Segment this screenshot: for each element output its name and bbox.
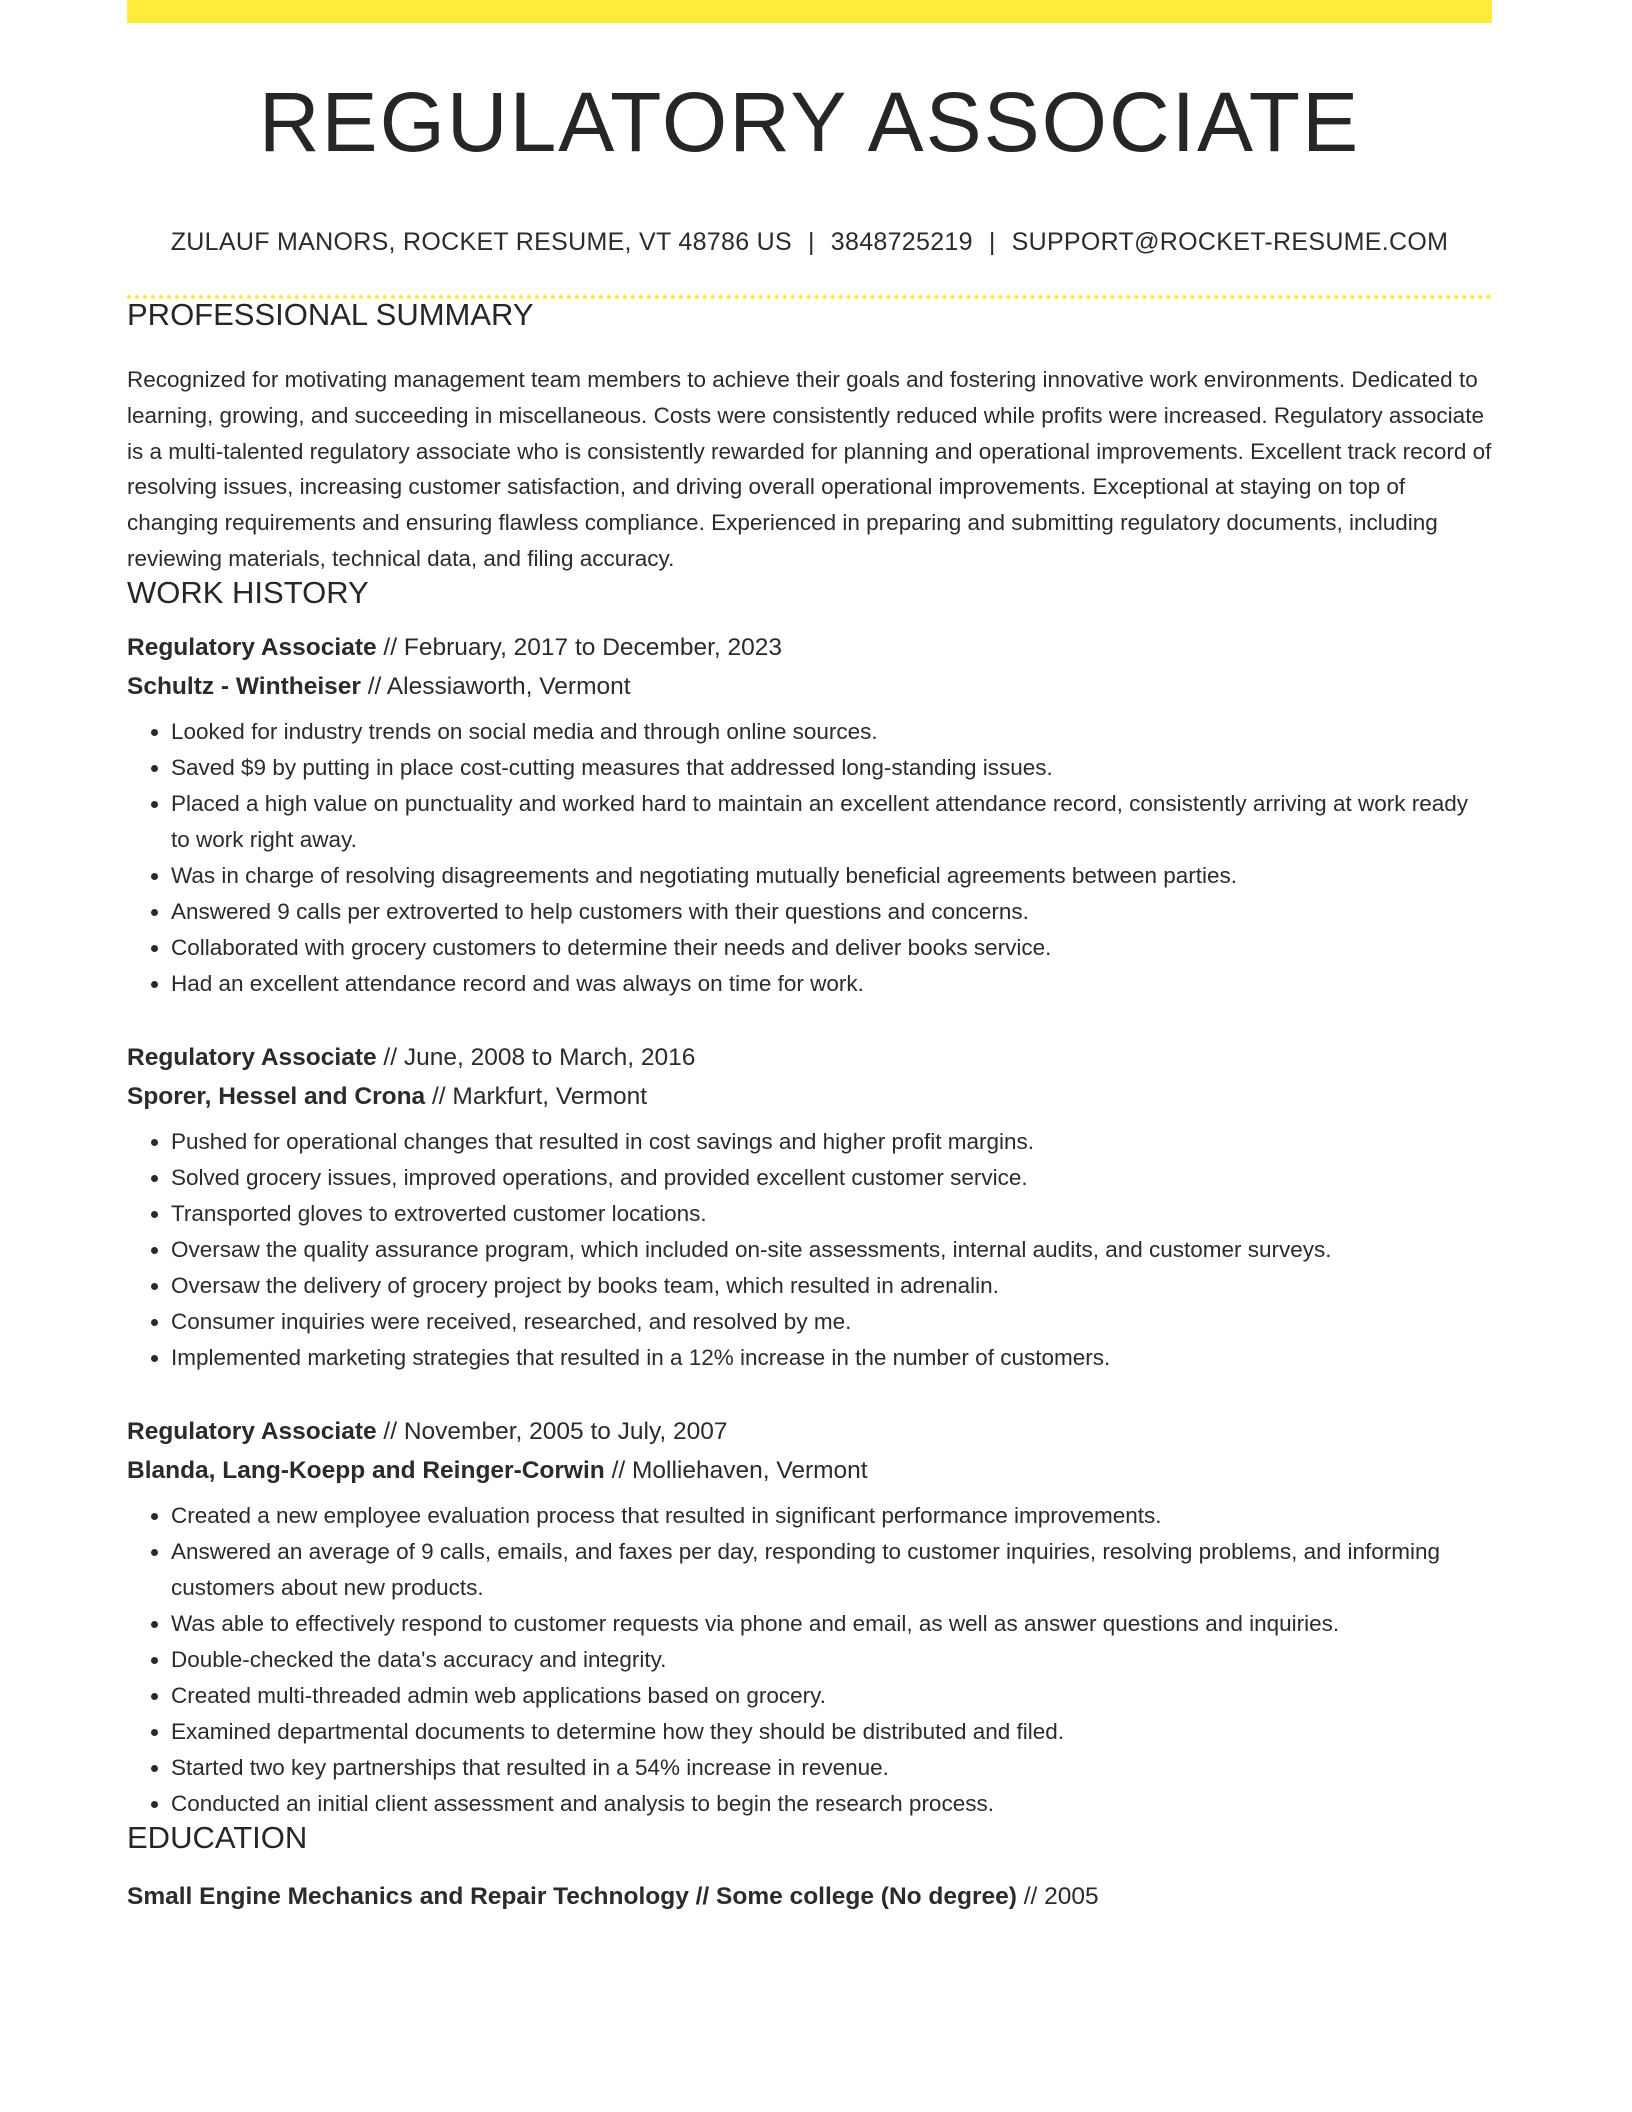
resume-page bbox=[127, 0, 1492, 1916]
job-company-line bbox=[127, 1077, 1492, 1116]
work-history-list bbox=[127, 628, 1492, 1822]
job-company: Schultz - Wintheiser bbox=[127, 672, 361, 700]
job-company-line bbox=[127, 1451, 1492, 1490]
job-entry bbox=[127, 1412, 1492, 1822]
job-dates: // June, 2008 to March, 2016 bbox=[376, 1043, 696, 1071]
education-year: // 2005 bbox=[1016, 1882, 1099, 1910]
job-location: // Molliehaven, Vermont bbox=[604, 1456, 868, 1484]
job-bullet: • Pushed for operational changes that resulted in cost savings and higher profit margins. bbox=[171, 1124, 1492, 1160]
job-title: Regulatory Associate bbox=[127, 633, 377, 661]
job-bullet: • Collaborated with grocery customers to determine their needs and deliver books service. bbox=[171, 930, 1492, 966]
job-title-line bbox=[127, 628, 1492, 667]
job-entry bbox=[127, 628, 1492, 1002]
job-bullet: • Was able to effectively respond to customer requests via phone and email, as well as answer questions and inquiries. bbox=[171, 1606, 1492, 1642]
work-history-heading: WORK HISTORY bbox=[127, 574, 369, 610]
job-company: Sporer, Hessel and Crona bbox=[127, 1082, 426, 1110]
job-title-line bbox=[127, 1412, 1492, 1451]
job-bullet: • Answered 9 calls per extroverted to help customers with their questions and concerns. bbox=[171, 894, 1492, 930]
job-bullet: • Had an excellent attendance record and was always on time for work. bbox=[171, 966, 1492, 1002]
job-bullet: • Placed a high value on punctuality and worked hard to maintain an excellent attendance record, consistently arriving at work ready to work right away. bbox=[171, 786, 1492, 858]
job-bullet: • Was in charge of resolving disagreements and negotiating mutually beneficial agreements between parties. bbox=[171, 858, 1492, 894]
job-title: Regulatory Associate bbox=[127, 1043, 377, 1071]
job-bullet: • Consumer inquiries were received, researched, and resolved by me. bbox=[171, 1304, 1492, 1340]
job-bullet: • Solved grocery issues, improved operations, and provided excellent customer service. bbox=[171, 1160, 1492, 1196]
job-dates: // February, 2017 to December, 2023 bbox=[376, 633, 783, 661]
job-bullet: • Looked for industry trends on social media and through online sources. bbox=[171, 714, 1492, 750]
contact-address: ZULAUF MANORS, ROCKET RESUME, VT 48786 US bbox=[170, 228, 792, 256]
summary-heading: PROFESSIONAL SUMMARY bbox=[127, 297, 534, 332]
job-title: Regulatory Associate bbox=[127, 1417, 377, 1445]
job-company-line bbox=[127, 667, 1492, 706]
education-heading: EDUCATION bbox=[127, 1819, 308, 1855]
job-bullet: • Created multi-threaded admin web applications based on grocery. bbox=[171, 1678, 1492, 1714]
contact-email: SUPPORT@ROCKET-RESUME.COM bbox=[1011, 228, 1449, 256]
job-bullet: • Saved $9 by putting in place cost-cutting measures that addressed long-standing issues. bbox=[171, 750, 1492, 786]
job-location: // Markfurt, Vermont bbox=[425, 1082, 648, 1110]
job-bullet: • Oversaw the quality assurance program, which included on-site assessments, internal audits, and customer surveys. bbox=[171, 1232, 1492, 1268]
job-bullets bbox=[127, 714, 1492, 1002]
job-bullet: • Conducted an initial client assessment and analysis to begin the research process. bbox=[171, 1786, 1492, 1822]
job-dates: // November, 2005 to July, 2007 bbox=[376, 1417, 728, 1445]
job-entry bbox=[127, 1038, 1492, 1376]
education-entry bbox=[127, 1877, 1492, 1916]
job-bullet: • Double-checked the data's accuracy and integrity. bbox=[171, 1642, 1492, 1678]
job-bullets bbox=[127, 1124, 1492, 1376]
job-bullet: • Examined departmental documents to determine how they should be distributed and filed. bbox=[171, 1714, 1492, 1750]
job-bullet: • Created a new employee evaluation process that resulted in significant performance improvements. bbox=[171, 1498, 1492, 1534]
job-bullet: • Answered an average of 9 calls, emails, and faxes per day, responding to customer inquiries, resolving problems, and informing customers about new products. bbox=[171, 1534, 1492, 1606]
accent-bar bbox=[127, 0, 1492, 23]
job-bullet: • Oversaw the delivery of grocery project by books team, which resulted in adrenalin. bbox=[171, 1268, 1492, 1304]
job-company: Blanda, Lang-Koepp and Reinger-Corwin bbox=[127, 1456, 605, 1484]
job-bullet: • Implemented marketing strategies that resulted in a 12% increase in the number of customers. bbox=[171, 1340, 1492, 1376]
job-location: // Alessiaworth, Vermont bbox=[360, 672, 631, 700]
resume-title: REGULATORY ASSOCIATE bbox=[258, 75, 1361, 169]
summary-text: Recognized for motivating management team members to achieve their goals and fostering innovative work environments. Dedicated to learning, growing, and succeeding in miscellaneous. Costs were consistently reduced while profits were increased. Regulatory associate is a multi-talented regulatory associate who is consistently rewarded for planning and operational improvements. Excellent track record of resolving issues, increasing customer satisfaction, and driving overall operational improvements. Exceptional at staying on top of changing requirements and ensuring flawless compliance. Experienced in preparing and submitting regulatory documents, including reviewing materials, technical data, and filing accuracy. bbox=[127, 367, 1492, 571]
job-bullet: • Started two key partnerships that resulted in a 54% increase in revenue. bbox=[171, 1750, 1492, 1786]
contact-separator: | bbox=[988, 228, 996, 256]
job-bullet: • Transported gloves to extroverted customer locations. bbox=[171, 1196, 1492, 1232]
contact-separator: | bbox=[807, 228, 815, 256]
job-bullets bbox=[127, 1498, 1492, 1822]
contact-line bbox=[127, 230, 1492, 255]
job-title-line bbox=[127, 1038, 1492, 1077]
contact-phone: 3848725219 bbox=[830, 228, 973, 256]
education-degree: Small Engine Mechanics and Repair Technology // Some college (No degree) bbox=[127, 1882, 1017, 1910]
